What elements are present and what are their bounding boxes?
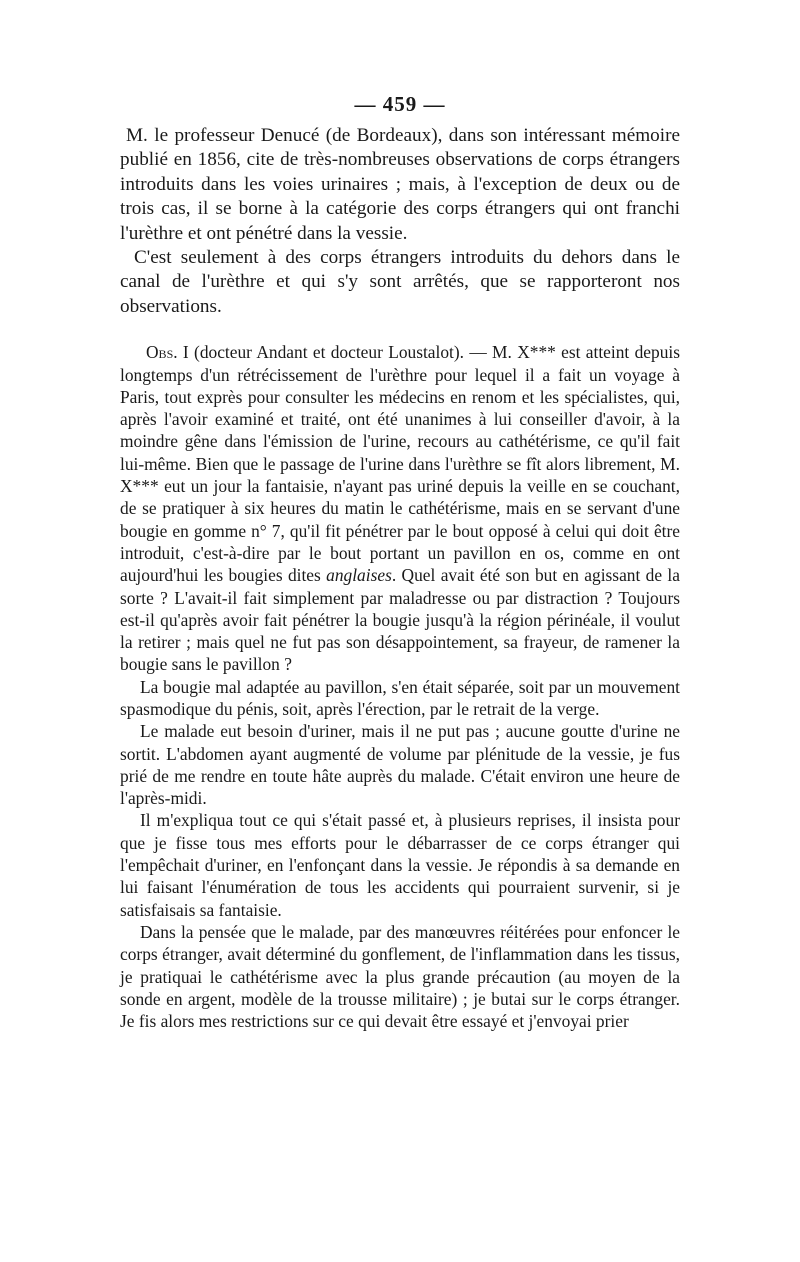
intro-paragraph-1: M. le professeur Denucé (de Bordeaux), dans son intéressant mémoire publié en 1856, cite de très-nombreuses observations de corps étrangers introduits dans les voies urinaires ; mais, à l'exception de deux ou de trois cas, il se borne à la catégorie des corps étrangers qui ont franchi l'urèthre et ont pénétré dans la vessie. [120, 125, 680, 244]
observation-paragraph-1 [120, 341, 680, 675]
observation-paragraph-5: Dans la pensée que le malade, par des manœuvres réitérées pour enfoncer le corps étranger, avait déterminé du gonflement, de l'inflammation dans les tissus, je pratiquai le cathétérisme avec la plus grande précaution (au moyen de la sonde en argent, modèle de la trousse militaire) ; je butai sur le corps étranger. Je fis alors mes restrictions sur ce qui devait être essayé et j'envoyai prier [120, 921, 680, 1032]
observation-label: Obs. [146, 342, 178, 363]
intro-paragraph-2: C'est seulement à des corps étrangers introduits du dehors dans le canal de l'urèthre et qui s'y sont arrêtés, que se rapporteront nos observations. [120, 247, 680, 317]
observation-paragraph-4: Il m'expliqua tout ce qui s'était passé et, à plusieurs reprises, il insista pour que je fisse tous mes efforts pour le débarrasser de ce corps étranger qui l'empêchait d'uriner, en l'enfonçant dans la vessie. Je répondis à sa demande en lui faisant l'énumération de tous les accidents qui pourraient survenir, si je satisfaisais sa fantaisie. [120, 810, 680, 920]
observation-paragraph-3: Le malade eut besoin d'uriner, mais il ne put pas ; aucune goutte d'urine ne sortit. L'abdomen ayant augmenté de volume par plénitude de la vessie, je fus prié de me rendre en toute hâte auprès du malade. C'était environ une heure de l'après-midi. [120, 721, 680, 809]
observation-paragraph-2: La bougie mal adaptée au pavillon, s'en était séparée, soit par un mouvement spasmodique du pénis, soit, après l'érection, par le retrait de la verge. [120, 676, 680, 719]
section-gap [120, 319, 680, 341]
page-number: — 459 — [354, 92, 446, 116]
observation-text-tail: . Quel avait été son but en agissant de la sorte ? L'avait-il fait simplement par maladresse ou par distraction ? Toujours est-il qu'après avoir fait pénétrer la bougie jusqu'à la région périnéale, il voulut la retirer ; mais quel ne fut pas son désappointement, sa frayeur, de ramener la bougie sans le pavillon ? [120, 565, 680, 675]
italic-term: anglaises [326, 565, 392, 586]
observation-text: I (docteur Andant et docteur Loustalot). — M. X*** est atteint depuis longtemps d'un rétrécissement de l'urèthre pour lequel il a fait un voyage à Paris, tout exprès pour consulter les médecins en renom et les spécialistes, qui, après l'avoir examiné et traité, ont été unanimes à lui conseiller d'avoir, à la moindre gêne dans l'émission de l'urine, recours au cathétérisme, ce qu'il fait lui-même. Bien que le passage de l'urine dans l'urèthre se fît alors librement, M. X*** eut un jour la fantaisie, n'ayant pas uriné depuis la veille en se couchant, de se pratiquer à six heures du matin le cathétérisme, mais en se servant d'une bougie en gomme n° 7, qu'il fit pénétrer par le bout opposé à celui qui doit être introduit, c'est-à-dire par le bout portant un pavillon en os, comme en ont aujourd'hui les bougies dites [120, 342, 680, 586]
book-page [120, 90, 680, 1032]
